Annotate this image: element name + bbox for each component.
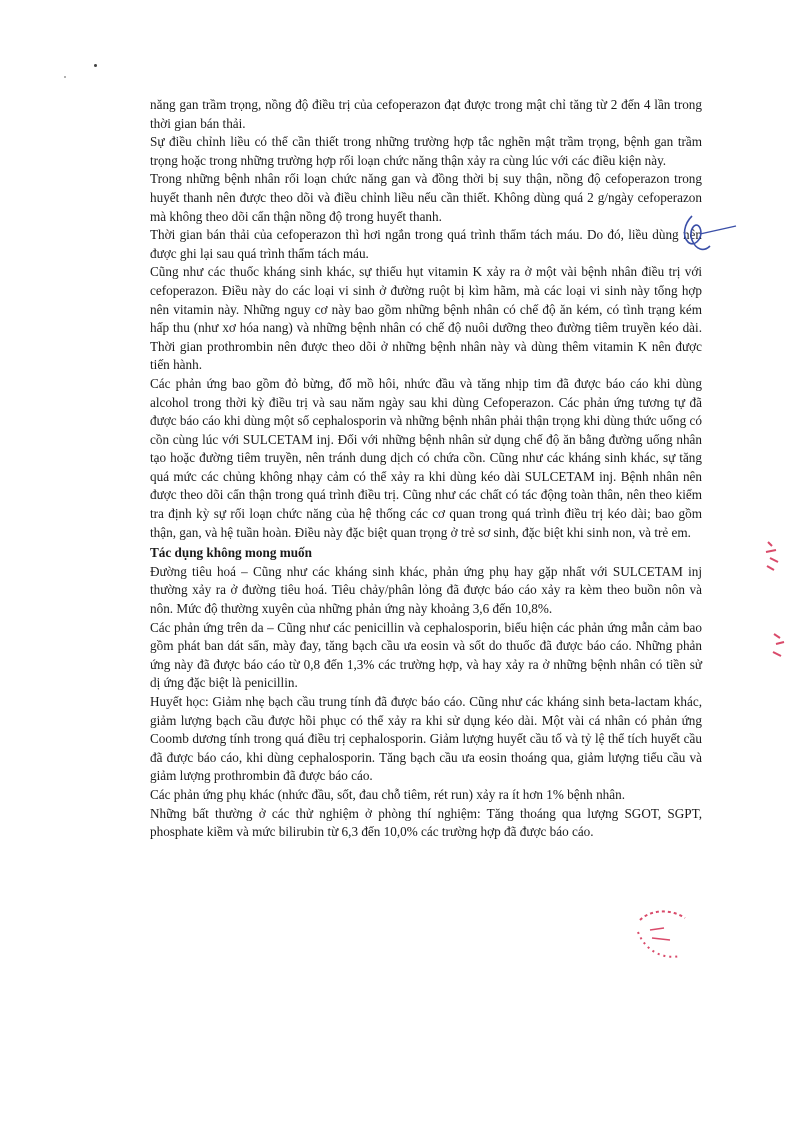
paragraph: Các phản ứng phụ khác (nhức đầu, sốt, đau chỗ tiêm, rét run) xảy ra ít hơn 1% bệnh nhân. [150,786,626,802]
section-heading: Tác dụng không mong muốn [150,545,312,561]
signature-mark [674,212,744,262]
paragraph: năng gan trầm trọng, nồng độ điều trị của cefoperazon đạt được trong mật chỉ tăng từ 2 đến 4 lần trong thời gian bán thải. [150,97,702,131]
scan-speck [94,64,97,67]
paragraph: Đường tiêu hoá – Cũng như các kháng sinh khác, phản ứng phụ hay gặp nhất với SULCETAM inj thường xảy ra ở đường tiêu hoá. Tiêu chảy/phân lỏng đã được báo cáo xảy ra kèm theo buồn nôn và nôn. Mức độ thường xuyên của những phản ứng này khoảng 3,6 đến 10,8%. [150,563,702,617]
paragraph: Các phản ứng bao gồm đỏ bừng, đổ mồ hôi, nhức đầu và tăng nhịp tim đã được báo cáo khi dùng alcohol trong thời kỳ điều trị và sau năm ngày sau khi dùng Cefoperazon. Các phản ứng tương tự đã được báo cáo khi dùng một số cephalosporin và những bệnh nhân phải thận trọng khi dùng thức uống có cồn cùng lúc với SULCETAM inj. Đối với những bệnh nhân sử dụng chế độ ăn bằng đường uống nhân tạo hoặc đường tiêm truyền, nên tránh dung dịch có chứa cồn. Cũng như các kháng sinh khác, sự tăng quá mức các chủng không nhạy cảm có thể xảy ra khi dùng kéo dài SULCETAM inj. Bệnh nhân nên được theo dõi cẩn thận trong quá trình điều trị. Cũng như các chất có tác động toàn thân, nên theo kiểm tra định kỳ sự rối loạn chức năng của hệ thống các cơ quan trong quá trình điều trị kéo dài; bao gồm thận, gan, và hệ tuần hoàn. Điều này đặc biệt quan trọng ở trẻ sơ sinh, đặc biệt khi sinh non, và trẻ em. [150,375,702,540]
paragraph: Các phản ứng trên da – Cũng như các penicillin và cephalosporin, biểu hiện các phản ứng mẫn cảm bao gồm phát ban dát sẩn, mày đay, tăng bạch cầu ưa eosin và sốt do thuốc đã được báo cáo. Những phản ứng này đã được báo cáo từ 0,8 đến 1,3% các trường hợp, và hay xảy ra ở những bệnh nhân có tiền sử dị ứng đặc biệt là penicillin. [150,619,702,691]
paragraph: Sự điều chỉnh liều có thể cần thiết trong những trường hợp tắc nghẽn mật trầm trọng, bệnh gan trầm trọng hoặc trong những trường hợp rối loạn chức năng thận xảy ra cùng lúc với các điều kiện này. [150,134,702,168]
scan-speck [64,76,66,78]
paragraph: Huyết học: Giảm nhẹ bạch cầu trung tính đã được báo cáo. Cũng như các kháng sinh beta-lactam khác, giảm lượng bạch cầu được hồi phục có thể xảy ra khi sử dụng kéo dài. Một vài cá nhân có phản ứng Coomb dương tính trong quá điều trị cephalosporin. Giảm lượng huyết cầu tố và tỷ lệ thể tích huyết cầu đã được báo cáo, khi dùng cephalosporin. Tăng bạch cầu ưa eosin thoáng qua, giảm lượng tiểu cầu và giảm lượng prothrombin đã được báo cáo. [150,694,702,784]
paragraph: Cũng như các thuốc kháng sinh khác, sự thiếu hụt vitamin K xảy ra ở một vài bệnh nhân điều trị với cefoperazon. Điều này do các loại vi sinh ở đường ruột bị kìm hãm, mà các loại vi sinh này tổng hợp nên vitamin này. Những nguy cơ này bao gồm những bệnh nhân có chế độ ăn kém, có tình trạng kém hấp thu (như xơ hóa nang) và những bệnh nhân có chế độ nuôi dưỡng theo đường tiêm truyền kéo dài. Thời gian prothrombin nên được theo dõi ở những bệnh nhân này và dùng thêm vitamin K nên được tiến hành. [150,264,702,373]
paragraph: Thời gian bán thải của cefoperazon thì hơi ngắn trong quá trình thẩm tách máu. Do đó, liều dùng nên được ghi lại sau quá trình thẩm tách máu. [150,227,702,261]
stamp-fragment [770,630,790,660]
paragraph: Trong những bệnh nhân rối loạn chức năng gan và đồng thời bị suy thận, nồng độ cefoperazon trong huyết thanh nên được theo dõi và điều chỉnh liều nếu cần thiết. Không dùng quá 2 g/ngày cefoperazon mà không theo dõi cẩn thận nồng độ trong huyết thanh. [150,171,702,224]
stamp-fragment [630,900,700,970]
stamp-fragment [762,540,786,574]
paragraph: Những bất thường ở các thử nghiệm ở phòng thí nghiệm: Tăng thoáng qua lượng SGOT, SGPT, phosphate kiềm và mức bilirubin từ 6,3 đến 10,0% các trường hợp đã được báo cáo. [150,805,702,840]
document-body [150,96,702,842]
